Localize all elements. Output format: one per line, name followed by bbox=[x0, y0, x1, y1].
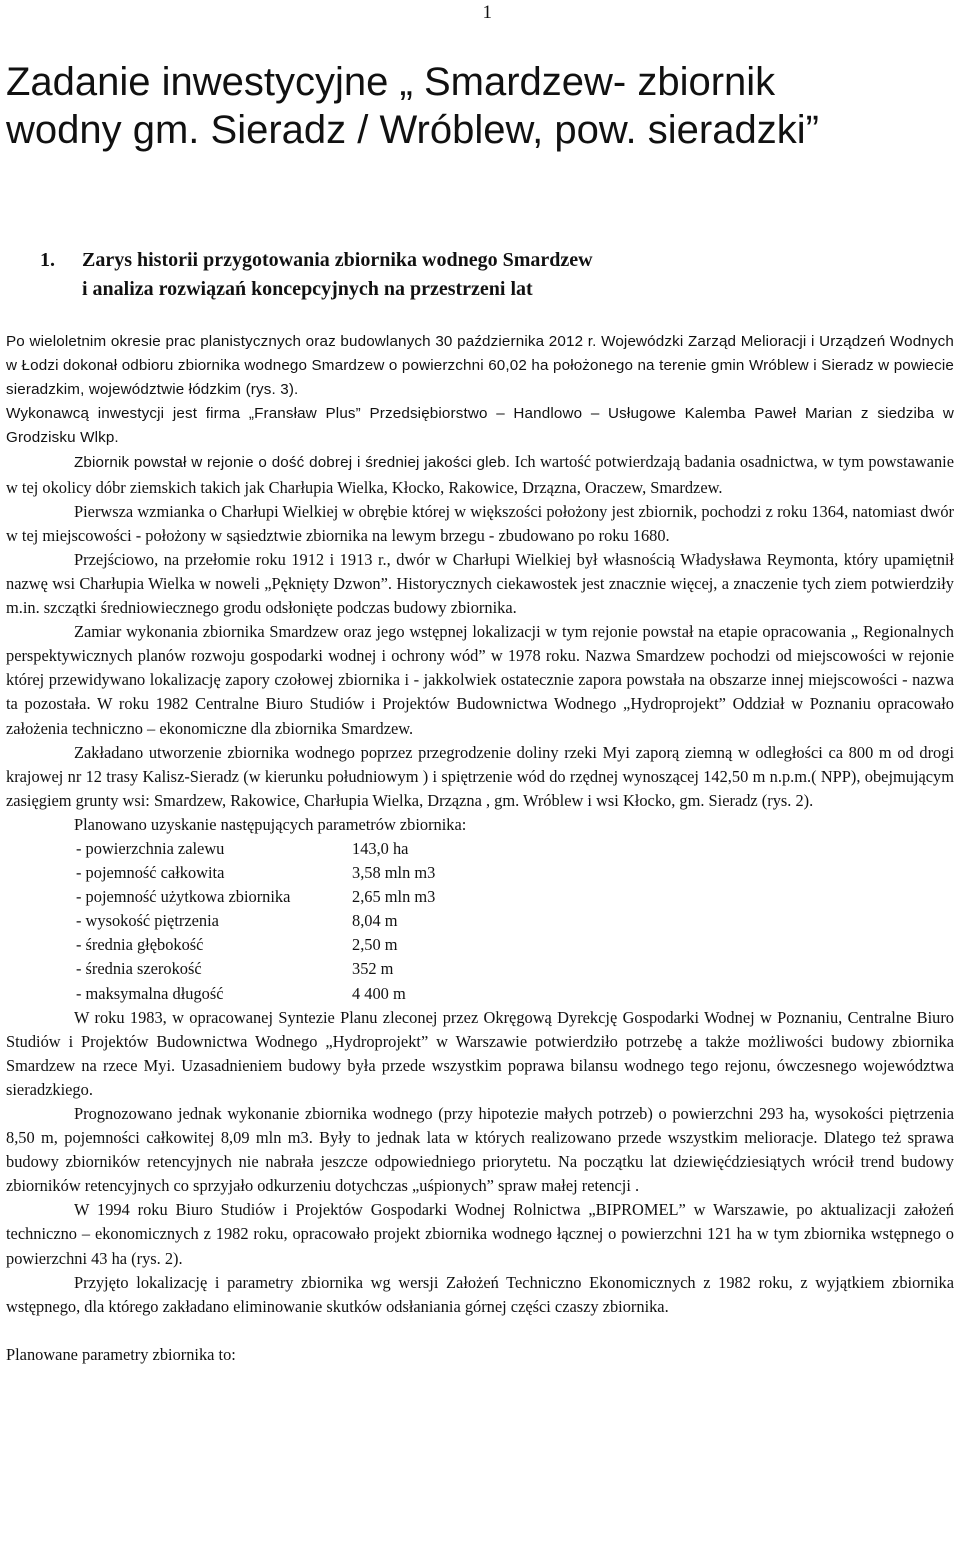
paragraph-3 bbox=[6, 450, 954, 499]
paragraph-3a: Zbiornik powstał w rejonie o dość dobrej i średniej jakości gleb. bbox=[74, 454, 511, 472]
list-item bbox=[76, 909, 954, 933]
paragraph-11: Przyjęto lokalizację i parametry zbiornika wg wersji Założeń Techniczno Ekonomicznych z 1982 roku, z wyjątkiem zbiornika wstępnego, dla którego zakładano eliminowanie skutków odsłaniania górnej części czaszy zbiornika. bbox=[6, 1272, 954, 1316]
section-heading-line-1 bbox=[40, 246, 593, 275]
parameter-name: - średnia głębokość bbox=[76, 935, 204, 955]
parameter-name: - średnia szerokość bbox=[76, 959, 202, 979]
paragraph-2: Wykonawcą inwestycji jest firma „Fransław Plus” Przedsiębiorstwo – Handlowo – Usługowe Kalemba Paweł Marian z siedziba w Grodzisku Wlkp. bbox=[6, 405, 954, 447]
paragraph-1: Po wieloletnim okresie prac planistycznych oraz budowlanych 30 października 2012 r. Wojewódzki Zarząd Melioracji i Urządzeń Wodnych w Łodzi dokonał odbioru zbiornika wodnego Smardzew o powierzchni 60,02 ha położonego na terenie gmin Wróblew i Sieradz w powiecie sieradzkim, województwie łódzkim (rys. 3). bbox=[6, 333, 954, 399]
parameter-value: 143,0 ha bbox=[352, 838, 409, 858]
parameter-value: 8,04 m bbox=[352, 911, 398, 931]
list-item bbox=[76, 837, 954, 861]
parameter-name: - wysokość piętrzenia bbox=[76, 911, 219, 931]
parameter-value: 3,58 mln m3 bbox=[352, 863, 436, 883]
paragraph-4: Pierwsza wzmianka o Charłupi Wielkiej w obrębie której w większości położony jest zbiornik, pochodzi z roku 1364, natomiast dwór w tej miejscowości - położony w sąsiedztwie zbiornika na lewym brzegu - zbudowano po roku 1680. bbox=[6, 501, 954, 545]
list-item bbox=[76, 861, 954, 885]
parameter-name: - powierzchnia zalewu bbox=[76, 838, 225, 858]
section-heading bbox=[40, 246, 593, 304]
closing-line: Planowane parametry zbiornika to: bbox=[6, 1344, 236, 1364]
parameter-name: - pojemność użytkowa zbiornika bbox=[76, 887, 291, 907]
parameter-value: 2,50 m bbox=[352, 935, 398, 955]
section-number: 1. bbox=[40, 249, 55, 271]
parameter-value: 4 400 m bbox=[352, 983, 406, 1003]
paragraph-8: W roku 1983, w opracowanej Syntezie Planu zleconej przez Okręgową Dyrekcję Gospodarki Wodnej w Poznaniu, Centralne Biuro Studiów i Projektów Budownictwa Wodnego „Hydroprojekt” w Warszawie potwierdziło potrzebę a także możliwości budowy zbiornika Smardzew na rzece Myi. Uzasadnieniem budowy była przede wszystkim poprawa bilansu wodnego tego rejonu, ówczesnego województwa sieradzkiego. bbox=[6, 1007, 954, 1099]
parameter-value: 352 m bbox=[352, 959, 394, 979]
title-line-1: Zadanie inwestycyjne „ Smardzew- zbiornik bbox=[6, 60, 776, 104]
parameter-value: 2,65 mln m3 bbox=[352, 887, 436, 907]
document-body bbox=[6, 330, 954, 1367]
parameters-intro: Planowano uzyskanie następujących parametrów zbiornika: bbox=[74, 814, 467, 834]
list-item bbox=[76, 957, 954, 981]
list-item bbox=[76, 885, 954, 909]
title-line-2: wodny gm. Sieradz / Wróblew, pow. sieradzki” bbox=[6, 108, 819, 152]
paragraph-10: W 1994 roku Biuro Studiów i Projektów Gospodarki Wodnej Rolnictwa „BIPROMEL” w Warszawie, po aktualizacji założeń techniczno – ekonomicznych z 1982 roku, opracowało projekt zbiornika wodnego łącznej o powierzchni 121 ha w tym zbiornika wstępnego o powierzchni 43 ha (rys. 2). bbox=[6, 1200, 954, 1268]
paragraph-9: Prognozowano jednak wykonanie zbiornika wodnego (przy hipotezie małych potrzeb) o powierzchni 293 ha, wysokości piętrzenia 8,50 m, pojemności całkowitej 8,09 mln m3. Były to jednak lata w których realizowano przede wszystkim melioracje. Dlatego też sprawa budowy zbiorników retencyjnych nie nabrała jeszcze odpowiedniego priorytetu. Na początku lat dziewięćdziesiątych wrócił trend budowy zbiorników retencyjnych co sprzyjało odkurzeniu dotychczas „uśpionych” spraw małej retencji . bbox=[6, 1104, 954, 1196]
paragraph-3b: Ich wartość potwierdzają badania osadnictwa, w tym powstawanie w tej okolicy dóbr ziemskich takich jak Charłupia Wielka, Kłocko, Rakowice, Drzązna, Oraczew, Smardzew. bbox=[6, 452, 954, 497]
list-item bbox=[76, 982, 954, 1006]
blank-line bbox=[6, 1319, 954, 1343]
paragraph-6: Zamiar wykonania zbiornika Smardzew oraz jego wstępnej lokalizacji w tym rejonie powstał na etapie opracowania „ Regionalnych perspektywicznych planów rozwoju gospodarki wodnej i ochrony wód” w 1978 roku. Nazwa Smardzew pochodzi od miejscowości w rejonie której przewidywano lokalizację zapory czołowej zbiornika i - jakkolwiek ostatecznie zapora powstała na obszarze innej miejscowości - nazwa ta pozostała. W roku 1982 Centralne Biuro Studiów i Projektów Budownictwa Wodnego „Hydroprojekt” Oddział w Poznaniu opracowało założenia techniczno – ekonomiczne dla zbiornika Smardzew. bbox=[6, 622, 954, 738]
parameters-list bbox=[6, 837, 954, 1006]
page-number: 1 bbox=[482, 2, 492, 23]
parameter-name: - pojemność całkowita bbox=[76, 863, 225, 883]
list-item bbox=[76, 933, 954, 957]
section-heading-text-1: Zarys historii przygotowania zbiornika wodnego Smardzew bbox=[82, 249, 593, 271]
parameter-name: - maksymalna długość bbox=[76, 983, 224, 1003]
paragraph-5: Przejściowo, na przełomie roku 1912 i 1913 r., dwór w Charłupi Wielkiej był własnością Władysława Reymonta, który upamiętnił nazwę wsi Charłupia Wielka w noweli „Pęknięty Dzwon”. Historycznych ciekawostek jest znacznie więcej, a znaczenie tych ziem potwierdziły m.in. szczątki średniowiecznego grodu odsłonięte podczas budowy zbiornika. bbox=[6, 549, 954, 618]
paragraph-7: Zakładano utworzenie zbiornika wodnego poprzez przegrodzenie doliny rzeki Myi zaporą ziemną w odległości ca 800 m od drogi krajowej nr 12 trasy Kalisz-Sieradz (w kierunku południowym ) i spiętrzenie wód do rzędnej wynoszącej 142,50 m n.p.m.( NPP), obejmującym zasięgiem grunty wsi: Smardzew, Rakowice, Charłupia Wielka, Drzązna , gm. Wróblew i wsi Kłocko, gm. Sieradz (rys. 2). bbox=[6, 742, 954, 810]
section-heading-line-2: i analiza rozwiązań koncepcyjnych na przestrzeni lat bbox=[82, 278, 533, 300]
document-title bbox=[6, 58, 819, 154]
